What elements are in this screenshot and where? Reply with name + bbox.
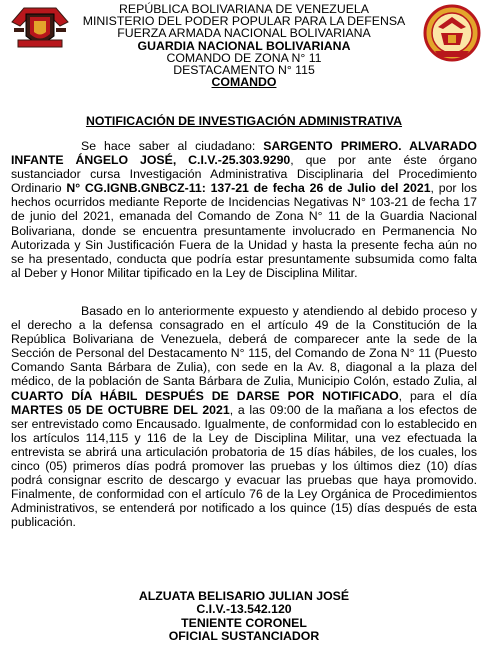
p2-date: MARTES 05 DE OCTUBRE DEL 2021 xyxy=(11,402,230,417)
header-guardia-nacional: GUARDIA NACIONAL BOLIVARIANA xyxy=(137,38,351,53)
signature-name: ALZUATA BELISARIO JULIAN JOSÉ xyxy=(138,589,350,603)
signature-id: C.I.V.-13.542.120 xyxy=(196,602,292,617)
p2-deadline: CUARTO DÍA HÁBIL DESPUÉS DE DARSE POR NOTIFICADO xyxy=(11,388,399,403)
p2-text-2: , para el día xyxy=(398,388,477,403)
document-header xyxy=(0,3,488,88)
signature-role: OFICIAL SUSTANCIADOR xyxy=(168,629,320,644)
p2-text-1: Basado en lo anteriormente expuesto y atendiendo al debido proceso y el derecho a la defensa consagrado en el artículo 49 de la Constitución de la República Bolivariana de Venezuela, deberá de comparecer ante la sede de la Sección de Personal del Destacamento N° 115, del Comando de Zona N° 11 (Puesto Comando Santa Bárbara de Zulia), con sede en la Av. 8, diagonal a la plaza del médico, de la población de Santa Bárbara de Zulia, Municipio Colón, estado Zulia, al xyxy=(11,304,477,389)
p1-case-number: N° CG.IGNB.GNBCZ-11: 137-21 de fecha 26 de Julio del 2021 xyxy=(66,181,431,196)
header-ministry: MINISTERIO DEL PODER POPULAR PARA LA DEFENSA xyxy=(82,14,406,29)
header-republic: REPÚBLICA BOLIVARIANA DE VENEZUELA xyxy=(119,2,369,16)
document-title: NOTIFICACIÓN DE INVESTIGACIÓN ADMINISTRATIVA xyxy=(85,114,403,128)
p1-text-2: , que por ante éste órgano sustanciador cursa Investigación Administrativa Disciplinaria del Procedimiento Ordinario xyxy=(11,153,477,196)
signature-rank: TENIENTE CORONEL xyxy=(181,615,307,630)
header-comando: COMANDO xyxy=(211,75,277,90)
p2-text-3: , a las 09:00 de la mañana a los efectos de ser entrevistado como Encausado. Igualmente, de conformidad con lo establecido en los artículos 114,115 y 116 de la Ley de Disciplina Militar, una vez efectuada la entrevista se abrirá una articulación probatoria de 15 días hábiles, de los cuales, los cinco (05) primeros días podrá promover las pruebas y los últimos diez (10) días podrá consignar escrito de descargo y evacuar las pruebas que haya promovido. Finalmente, de conformidad con el artículo 76 de la Ley Orgánica de Procedimientos Administrativos, se entenderá por notificado a los quince (15) días después de esta publicación. xyxy=(11,402,477,530)
p1-recipient: SARGENTO PRIMERO. ALVARADO INFANTE ÁNGELO JOSÉ, C.I.V.-25.303.9290 xyxy=(11,139,477,168)
header-destacamento: DESTACAMENTO N° 115 xyxy=(173,63,315,78)
notification-paragraph-2 xyxy=(11,304,477,530)
p1-text-1: Se hace saber al ciudadano: xyxy=(81,139,264,153)
header-comando-zona: COMANDO DE ZONA N° 11 xyxy=(166,50,322,65)
p1-text-3: , por los hechos ocurridos mediante Reporte de Incidencias Negativas N° 103-21 de fecha 17 de junio del 2021, emanada del Comando de Zona N° 11 de la Guardia Nacional Bolivariana, donde se encuentra presuntamente involucrado en Permanencia No Autorizada y Sin Justificación Fuera de la Unidad y hasta la presente fecha aún no se ha presentado, conducta que podría estar presuntamente subsumida como falta al Deber y Honor Militar tipificado en la Ley de Disciplina Militar. xyxy=(11,181,477,280)
signature-block xyxy=(0,590,488,644)
notification-paragraph-1 xyxy=(11,139,477,280)
header-armed-force: FUERZA ARMADA NACIONAL BOLIVARIANA xyxy=(117,26,371,41)
